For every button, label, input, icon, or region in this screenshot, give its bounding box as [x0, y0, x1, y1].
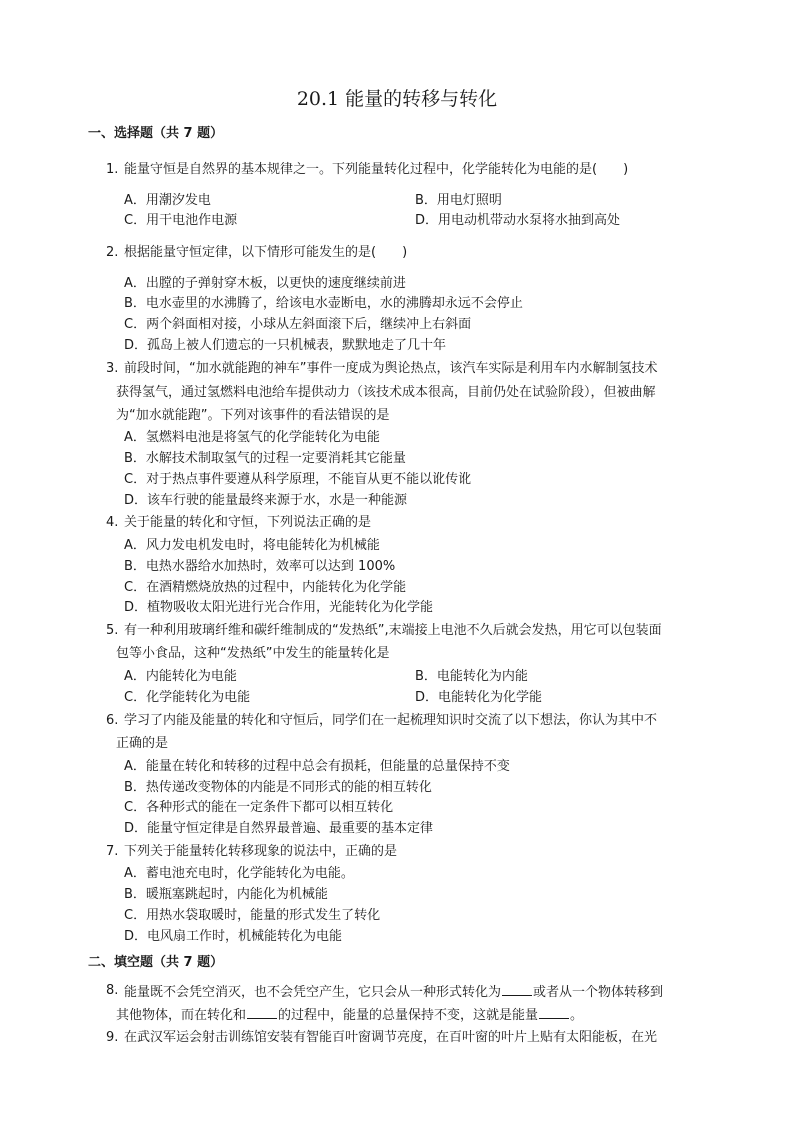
- answer-blank[interactable]: [247, 1004, 277, 1019]
- option-d: D．用电动机带动水泵将水抽到高处: [415, 213, 621, 228]
- option-b: B．暖瓶塞跳起时，内能化为机械能: [124, 887, 328, 902]
- option-b: B．用电灯照明: [415, 193, 502, 208]
- option-a: A．氢燃料电池是将氢气的化学能转化为电能: [124, 430, 380, 445]
- question-number: 4.: [106, 515, 119, 530]
- question-number: 5.: [106, 623, 119, 638]
- question-text: 为“加水就能跑”。下列对该事件的看法错误的是: [116, 408, 390, 423]
- option-a: A．能量在转化和转移的过程中总会有损耗，但能量的总量保持不变: [124, 759, 510, 774]
- page-title: 20.1 能量的转移与转化: [296, 88, 498, 110]
- option-d: D．植物吸收太阳光进行光合作用，光能转化为化学能: [124, 600, 434, 615]
- question-number: 6.: [106, 713, 119, 728]
- question-text-part: 的过程中，能量的总量保持不变，这就是能量: [278, 1008, 539, 1023]
- question-text: 关于能量的转化和守恒，下列说法正确的是: [124, 515, 372, 530]
- question-number: 7.: [106, 844, 119, 859]
- option-b: B．热传递改变物体的内能是不同形式的能的相互转化: [124, 780, 432, 795]
- answer-blank[interactable]: [539, 1004, 569, 1019]
- option-c: C．化学能转化为电能: [124, 690, 251, 705]
- option-b: B．电水壶里的水沸腾了，给该电水壶断电，水的沸腾却永远不会停止: [124, 296, 523, 311]
- question-number: 9.: [106, 1030, 119, 1045]
- question-text-part: 能量既不会凭空消灭，也不会凭空产生，它只会从一种形式转化为: [124, 985, 502, 1000]
- option-c: C．用热水袋取暖时，能量的形式发生了转化: [124, 908, 381, 923]
- question-text-part: 。: [570, 1008, 584, 1023]
- question-text: 正确的是: [116, 736, 169, 751]
- option-c: C．各种形式的能在一定条件下都可以相互转化: [124, 800, 394, 815]
- question-text: 包等小食品，这种“发热纸”中发生的能量转化是: [116, 646, 390, 661]
- option-c: C．两个斜面相对接，小球从左斜面滚下后，继续冲上右斜面: [124, 317, 472, 332]
- question-text: 获得氢气，通过氢燃料电池给车提供动力（该技术成本很高，目前仍处在试验阶段），但被曲解: [116, 385, 656, 400]
- option-a: A．内能转化为电能: [124, 669, 237, 684]
- option-d: D．能量守恒定律是自然界最普遍、最重要的基本定律: [124, 821, 434, 836]
- question-text-part: 其他物体，而在转化和: [116, 1008, 247, 1023]
- question-number: 2.: [106, 245, 119, 260]
- option-d: D．该车行驶的能量最终来源于水，水是一种能源: [124, 493, 408, 508]
- option-b: B．水解技术制取氢气的过程一定要消耗其它能量: [124, 451, 406, 466]
- question-number: 3.: [106, 361, 119, 376]
- option-b: B．电热水器给水加热时，效率可以达到 100%: [124, 559, 396, 574]
- option-d: D．电风扇工作时，机械能转化为电能: [124, 929, 343, 944]
- question-text: [124, 981, 663, 1003]
- option-b: B．电能转化为内能: [415, 669, 528, 684]
- option-c: C．对于热点事件要遵从科学原理，不能盲从更不能以讹传讹: [124, 472, 472, 487]
- question-text: 能量守恒是自然界的基本规律之一。下列能量转化过程中，化学能转化为电能的是( ): [124, 162, 629, 177]
- option-d: D．电能转化为化学能: [415, 690, 543, 705]
- question-number: 8.: [106, 983, 119, 998]
- option-a: A．风力发电机发电时，将电能转化为机械能: [124, 538, 380, 553]
- option-a: A．出膛的子弹射穿木板，以更快的速度继续前进: [124, 276, 406, 291]
- section-choice-heading: 一、选择题（共 7 题）: [88, 126, 224, 141]
- option-c: C．用干电池作电源: [124, 213, 238, 228]
- option-d: D．孤岛上被人们遗忘的一只机械表，默默地走了几十年: [124, 338, 447, 353]
- question-number: 1.: [106, 162, 119, 177]
- answer-blank[interactable]: [502, 981, 532, 996]
- section-fill-heading: 二、填空题（共 7 题）: [88, 955, 224, 970]
- question-text: 前段时间，“加水就能跑的神车”事件一度成为舆论热点，该汽车实际是利用车内水解制氢技术: [124, 361, 658, 376]
- option-a: A．蓄电池充电时，化学能转化为电能。: [124, 866, 354, 881]
- option-c: C．在酒精燃烧放热的过程中，内能转化为化学能: [124, 580, 407, 595]
- question-text: 有一种利用玻璃纤维和碳纤维制成的“发热纸”,末端接上电池不久后就会发热，用它可以包装面: [124, 623, 662, 638]
- question-text: 在武汉军运会射击训练馆安装有智能百叶窗调节亮度，在百叶窗的叶片上贴有太阳能板，在光: [124, 1030, 658, 1045]
- question-text: [116, 1004, 583, 1026]
- question-text: 根据能量守恒定律，以下情形可能发生的是( ): [124, 245, 408, 260]
- question-text: 下列关于能量转化转移现象的说法中，正确的是: [124, 844, 398, 859]
- question-text: 学习了内能及能量的转化和守恒后，同学们在一起梳理知识时交流了以下想法，你认为其中不: [124, 713, 658, 728]
- option-a: A．用潮汐发电: [124, 193, 211, 208]
- question-text-part: 或者从一个物体转移到: [533, 985, 664, 1000]
